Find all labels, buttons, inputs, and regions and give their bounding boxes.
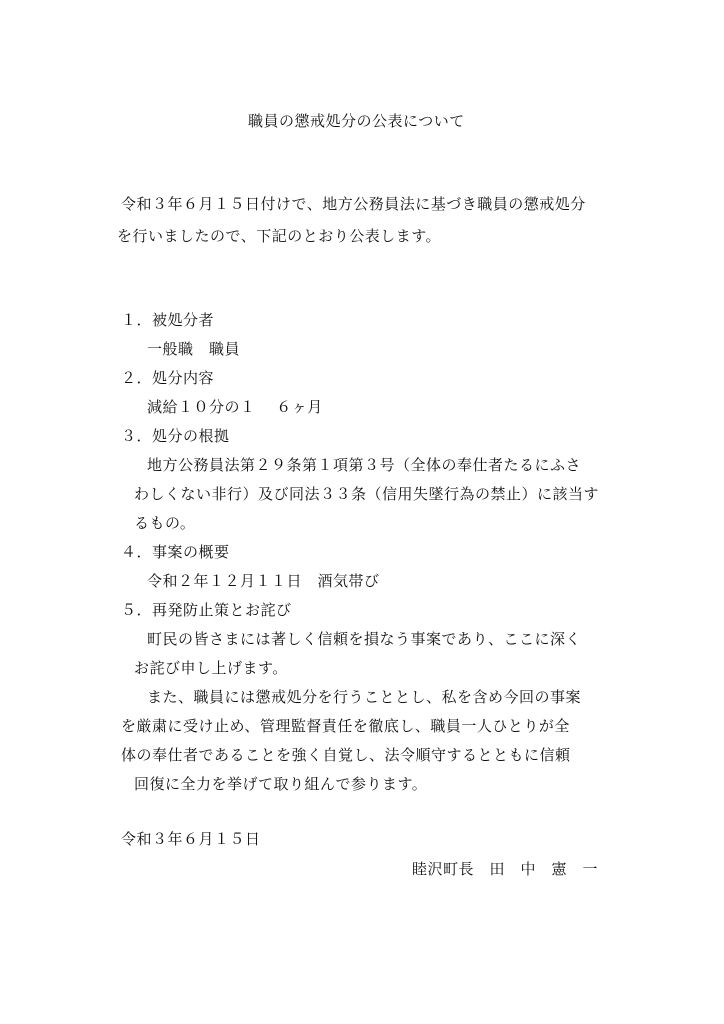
section-3-body-line-3: るもの。 bbox=[134, 514, 196, 532]
section-4-heading: ４．事案の概要 bbox=[121, 543, 230, 561]
issue-date: 令和３年６月１５日 bbox=[121, 830, 261, 848]
section-1-heading: １．被処分者 bbox=[121, 311, 215, 329]
section-5-body-line-4: を厳粛に受け止め、管理監督責任を徹底し、職員一人ひとりが全 bbox=[121, 717, 570, 735]
section-3-heading: ３．処分の根拠 bbox=[121, 427, 230, 445]
intro-line-2: を行いましたので、下記のとおり公表します。 bbox=[117, 227, 442, 245]
section-5-body-line-6: 回復に全力を挙げて取り組んで参ります。 bbox=[134, 775, 428, 793]
section-5-body-line-3: また、職員には懲戒処分を行うこととし、私を含め今回の事案 bbox=[147, 688, 582, 706]
section-5-body-line-1: 町民の皆さまには著しく信頼を損なう事案であり、ここに深く bbox=[147, 630, 582, 648]
section-4-body: 令和２年１２月１１日 酒気帯び bbox=[147, 572, 380, 590]
section-3-body-line-1: 地方公務員法第２９条第１項第３号（全体の奉仕者たるにふさ bbox=[147, 456, 582, 474]
document-title: 職員の懲戒処分の公表について bbox=[248, 112, 465, 130]
section-3-body-line-2: わしくない非行）及び同法３３条（信用失墜行為の禁止）に該当す bbox=[134, 485, 600, 503]
section-5-body-line-2: お詫び申し上げます。 bbox=[134, 659, 288, 677]
section-5-heading: ５．再発防止策とお詫び bbox=[121, 601, 292, 619]
signer: 睦沢町長 田 中 憲 一 bbox=[412, 860, 599, 878]
section-2-body: 減給１０分の１ ６ヶ月 bbox=[147, 398, 323, 416]
intro-line-1: 令和３年６月１５日付けで、地方公務員法に基づき職員の懲戒処分 bbox=[121, 195, 586, 213]
section-1-body: 一般職 職員 bbox=[147, 340, 241, 358]
section-2-heading: ２．処分内容 bbox=[121, 369, 215, 387]
section-5-body-line-5: 体の奉仕者であることを強く自覚し、法令順守するとともに信頼 bbox=[121, 746, 571, 764]
